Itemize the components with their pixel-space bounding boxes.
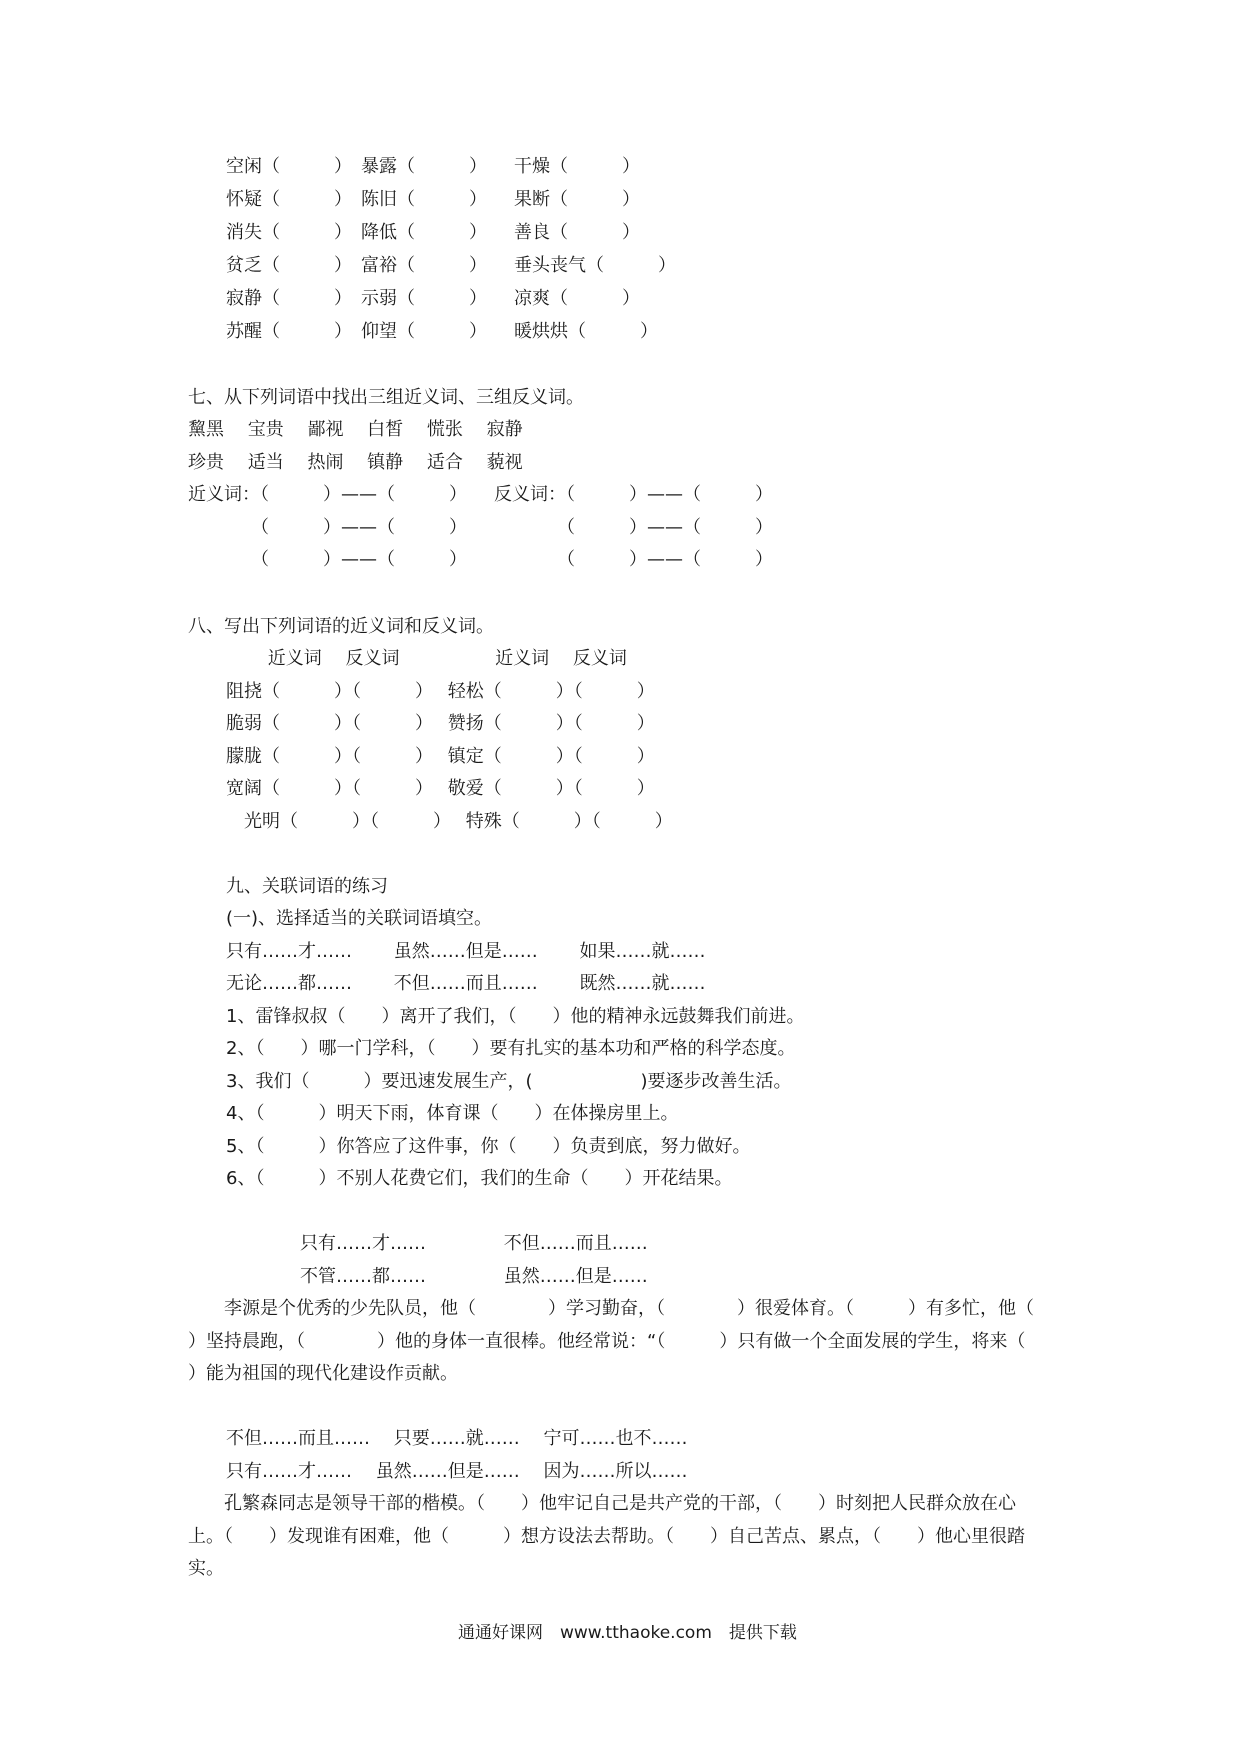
section-9-title: 九、关联词语的练习 — [226, 876, 388, 897]
section-8-row-1: 阻挠（ ）（ ） 轻松（ ）（ ） — [226, 681, 655, 702]
section-8-title: 八、写出下列词语的近义词和反义词。 — [188, 616, 494, 637]
antonym-row-4: 贫乏（ ） 富裕（ ） 垂头丧气（ ） — [226, 255, 676, 276]
passage-2-text: 孔繁森同志是领导干部的楷模。（ ）他牢记自己是共产党的干部，（ ）时刻把人民群众放在心上。（ ）发现谁有困难，他（ ）想方设法去帮助。（ ）自己苦点、累点，（ ）他心里很踏实。 — [188, 1493, 1025, 1579]
section-9-item-1: 1、雷锋叔叔（ ）离开了我们，（ ）他的精神永远鼓舞我们前进。 — [226, 1006, 805, 1027]
section-8-row-3: 朦胧（ ）（ ） 镇定（ ）（ ） — [226, 746, 655, 767]
section-8-row-4: 宽阔（ ）（ ） 敬爱（ ）（ ） — [226, 778, 655, 799]
passage-1-options-row-2: 不管……都…… 虽然……但是…… — [300, 1266, 648, 1287]
section-7-words-row-1: 黧黑 宝贵 鄙视 白皙 慌张 寂静 — [188, 419, 523, 440]
section-8-row-5: 光明（ ）（ ） 特殊（ ）（ ） — [226, 811, 673, 832]
footer-text: 通通好课网 www.tthaoke.com 提供下载 — [458, 1623, 797, 1643]
antonym-row-6: 苏醒（ ） 仰望（ ） 暖烘烘（ ） — [226, 321, 658, 342]
section-7-title: 七、从下列词语中找出三组近义词、三组反义词。 — [188, 387, 584, 408]
antonym-row-3: 消失（ ） 降低（ ） 善良（ ） — [226, 222, 640, 243]
section-7-words-row-2: 珍贵 适当 热闹 镇静 适合 藐视 — [188, 452, 523, 473]
passage-1-text: 李源是个优秀的少先队员，他（ ）学习勤奋，（ ）很爱体育。（ ）有多忙，他（ ）坚持晨跑，（ ）他的身体一直很棒。他经常说：“（ ）只有做一个全面发展的学生，将来（ ）能为祖国的现代化建设作贡献。 — [188, 1298, 1098, 1384]
section-9-options-row-2: 无论……都…… 不但……而且…… 既然……就…… — [226, 973, 706, 994]
section-8-row-2: 脆弱（ ）（ ） 赞扬（ ）（ ） — [226, 713, 655, 734]
section-7-answer-row-2: （ ）——（ ） （ ）——（ ） — [188, 517, 773, 538]
section-7-answer-row-3: （ ）——（ ） （ ）——（ ） — [188, 549, 773, 570]
section-9-item-6: 6、（ ）不别人花费它们，我们的生命（ ）开花结果。 — [226, 1168, 733, 1189]
section-9-item-3: 3、我们（ ）要迅速发展生产，( )要逐步改善生活。 — [226, 1071, 792, 1092]
passage-2-options-row-2: 只有……才…… 虽然……但是…… 因为……所以…… — [226, 1461, 688, 1482]
section-9-item-5: 5、（ ）你答应了这件事，你（ ）负责到底，努力做好。 — [226, 1136, 751, 1157]
section-9-part-1-title: (一)、选择适当的关联词语填空。 — [226, 908, 493, 929]
passage-1-options-row-1: 只有……才…… 不但……而且…… — [300, 1233, 648, 1254]
section-8-header: 近义词 反义词 近义词 反义词 — [226, 648, 627, 669]
passage-2-options-row-1: 不但……而且…… 只要……就…… 宁可……也不…… — [226, 1428, 688, 1449]
antonym-row-2: 怀疑（ ） 陈旧（ ） 果断（ ） — [226, 189, 640, 210]
antonym-row-5: 寂静（ ） 示弱（ ） 凉爽（ ） — [226, 288, 640, 309]
section-7-answer-row-1: 近义词：（ ）——（ ） 反义词：（ ）——（ ） — [188, 484, 773, 505]
section-9-item-4: 4、（ ）明天下雨，体育课（ ）在体操房里上。 — [226, 1103, 679, 1124]
section-9-options-row-1: 只有……才…… 虽然……但是…… 如果……就…… — [226, 941, 706, 962]
antonym-row-1: 空闲（ ） 暴露（ ） 干燥（ ） — [226, 156, 640, 177]
section-9-item-2: 2、（ ）哪一门学科，（ ）要有扎实的基本功和严格的科学态度。 — [226, 1038, 796, 1059]
